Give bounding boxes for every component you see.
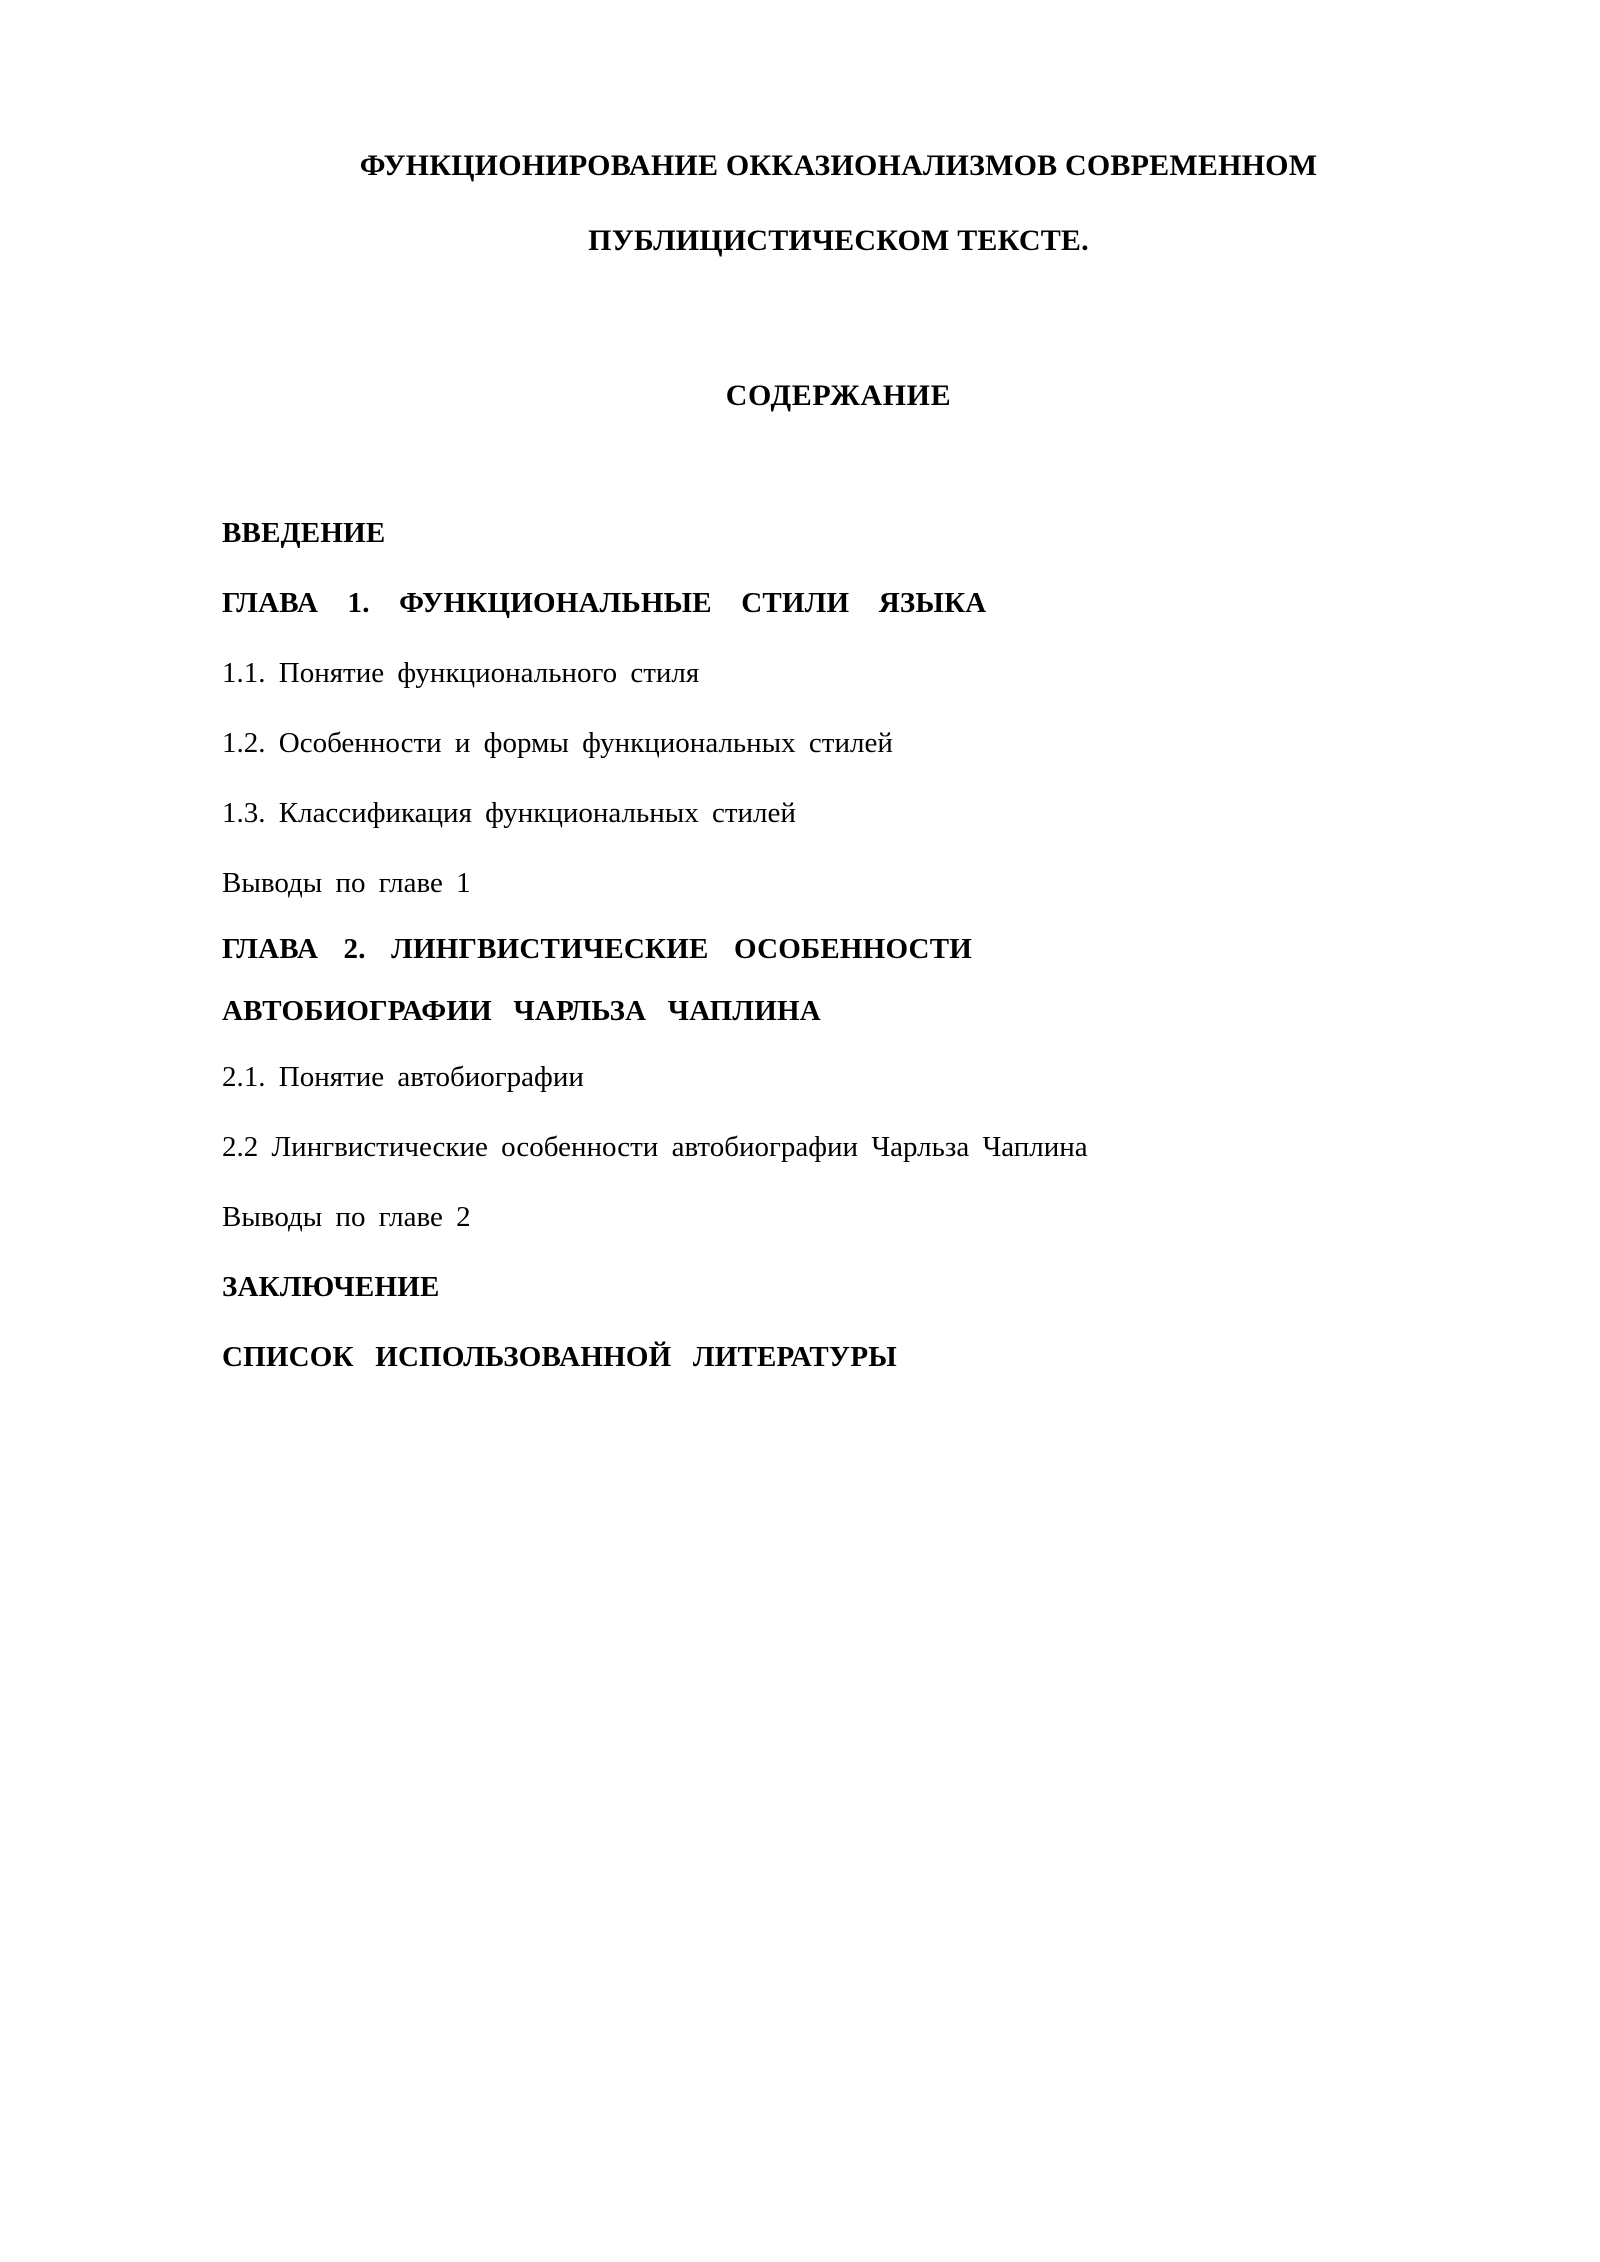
toc-entry-introduction: ВВЕДЕНИЕ xyxy=(222,517,386,549)
toc-entry-conclusion: ЗАКЛЮЧЕНИЕ xyxy=(222,1271,440,1303)
toc-entry-1-3: 1.3. Классификация функциональных стилей xyxy=(222,797,796,829)
table-of-contents-heading: СОДЕРЖАНИЕ xyxy=(725,379,952,412)
toc-entry-1-2: 1.2. Особенности и формы функциональных стилей xyxy=(222,727,893,759)
document-title-line-1: ФУНКЦИОНИРОВАНИЕ ОККАЗИОНАЛИЗМОВ СОВРЕМЕННОМ xyxy=(359,149,1318,182)
toc-entry-chapter-1: ГЛАВА 1. ФУНКЦИОНАЛЬНЫЕ СТИЛИ ЯЗЫКА xyxy=(222,587,987,619)
toc-entry-2-1: 2.1. Понятие автобиографии xyxy=(222,1061,584,1093)
toc-entry-chapter-2-conclusions: Выводы по главе 2 xyxy=(222,1201,471,1233)
page-content-column xyxy=(222,0,1455,1392)
toc-entry-1-1: 1.1. Понятие функционального стиля xyxy=(222,657,700,689)
toc-entry-chapter-2-line-2: АВТОБИОГРАФИИ ЧАРЛЬЗА ЧАПЛИНА xyxy=(222,995,821,1027)
toc-entry-2-2: 2.2 Лингвистические особенности автобиографии Чарльза Чаплина xyxy=(222,1131,1088,1163)
toc-entry-chapter-2-line-1: ГЛАВА 2. ЛИНГВИСТИЧЕСКИЕ ОСОБЕННОСТИ xyxy=(222,933,972,965)
table-of-contents-list xyxy=(222,416,1455,1392)
document-title-line-2: ПУБЛИЦИСТИЧЕСКОМ ТЕКСТЕ. xyxy=(588,224,1089,257)
toc-entry-chapter-1-conclusions: Выводы по главе 1 xyxy=(222,867,471,899)
document-title xyxy=(222,0,1455,278)
toc-entry-chapter-2 xyxy=(222,918,1455,1042)
toc-entry-bibliography: СПИСОК ИСПОЛЬЗОВАННОЙ ЛИТЕРАТУРЫ xyxy=(222,1341,897,1373)
